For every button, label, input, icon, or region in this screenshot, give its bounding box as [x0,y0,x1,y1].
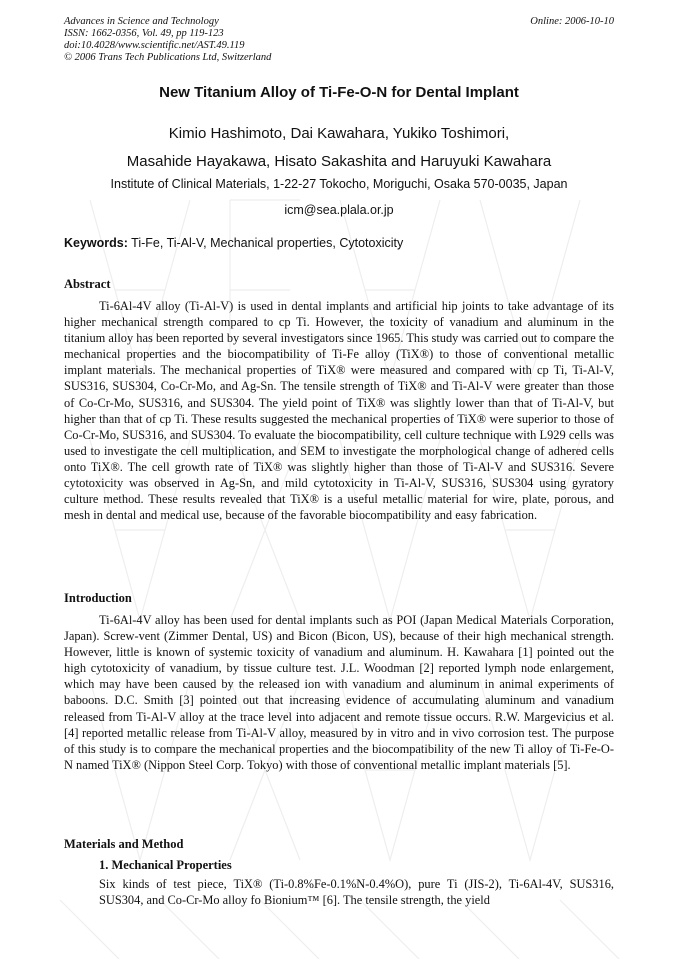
journal-name: Advances in Science and Technology [64,16,219,27]
introduction-heading: Introduction [64,591,132,605]
author-list [0,120,678,176]
abstract-paragraph: Ti-6Al-4V alloy (Ti-Al-V) is used in dental implants and artificial hip joints to take advantage of its higher mechanical strength compared to cp Ti. However, the toxicity of vanadium and aluminum in the titanium alloy has been reported by several investigators since 1965. This study was carried out to compare the mechanical properties and the biocompatibility of Ti-Fe alloy (TiX®) to those of conventional metallic implant materials. The mechanical properties of TiX® were measured and compared with cp Ti, Ti-Al-V, SUS316, SUS304, Co-Cr-Mo, and Ag-Sn. The tensile strength of TiX® and Ti-Al-V were greater than those of Co-Cr-Mo, SUS316, and SUS304. The yield point of TiX® was slightly lower than that of Ti-Al-V, but higher than that of cp Ti. These results suggested the mechanical properties of TiX® were superior to those of Co-Cr-Mo, SUS316, and SUS304. To evaluate the biocompatibility, cell culture technique with L929 cells was used to investigate the cell multiplication, and SEM to investigate the morphological change of adhered cells onto TiX®. The cell growth rate of TiX® was slightly higher than those of Ti-Al-V and SUS316. Severe cytotoxicity was observed in Ag-Sn, and mild cytotoxicity in Ti-Al-V, SUS316, SUS304 using gyratory culture method. These results revealed that TiX® is a useful metallic material for wire, plate, porous, and mesh in dental and medical use, because of the favorable biocompatibility and easy fabrication. [64,299,614,523]
subsection-heading: 1. Mechanical Properties [99,858,232,872]
methods-heading: Materials and Method [64,837,184,851]
keywords-label: Keywords: [64,236,128,250]
authors-line-1: Kimio Hashimoto, Dai Kawahara, Yukiko Toshimori, [168,125,510,142]
keywords-text: Ti-Fe, Ti-Al-V, Mechanical properties, Cytotoxicity [131,236,404,250]
paper-title: New Titanium Alloy of Ti-Fe-O-N for Dental Implant [159,84,519,101]
doi-line: doi:10.4028/www.scientific.net/AST.49.119 [64,40,245,51]
issn-line: ISSN: 1662-0356, Vol. 49, pp 119-123 [64,28,224,39]
authors-line-2: Masahide Hayakawa, Hisato Sakashita and Haruyuki Kawahara [126,153,552,170]
affiliation: Institute of Clinical Materials, 1-22-27 Tokocho, Moriguchi, Osaka 570-0035, Japan [110,177,568,191]
abstract-heading: Abstract [64,277,111,291]
introduction-paragraph: Ti-6Al-4V alloy has been used for dental implants such as POI (Japan Medical Materials Corporation, Japan). Screw-vent (Zimmer Dental, US) and Bicon (Bicon, US), because of their high mechanical strength. However, little is known of systemic toxicity of vanadium and aluminum. H. Kawahara [1] pointed out the high cytotoxicity of vanadium, by tissue culture test. J.L. Woodman [2] reported lymph node enlargement, which may have been caused by the released ion with vanadium and aluminum in animal experiments of baboons. D.C. Smith [3] pointed out that increasing evidence of accumulating aluminum and vanadium released from Ti-Al-V alloy at the trace level into adjacent and remote tissue occurs. R.W. Margevicius et al.[4] reported metallic release from Ti-Al-V alloy, measured by in vitro and in vivo corrosion test. The purpose of this study is to compare the mechanical properties and the biocompatibility of the new Ti alloy of Ti-Fe-O-N named TiX® (Nippon Steel Corp. Tokyo) with those of conventional metallic implant materials [5]. [64,613,614,772]
keywords-line [64,236,616,250]
journal-header [64,16,271,64]
contact-email: icm@sea.plala.or.jp [284,203,394,217]
copyright-line: © 2006 Trans Tech Publications Ltd, Switzerland [64,52,272,63]
subsection-paragraph: Six kinds of test piece, TiX® (Ti-0.8%Fe-0.1%N-0.4%O), pure Ti (JIS-2), Ti-6Al-4V, SUS316, SUS304, and Co-Cr-Mo alloy fo Bionium™ [6]. The tensile strength, the yield [99,877,614,908]
online-date: Online: 2006-10-10 [530,16,614,27]
